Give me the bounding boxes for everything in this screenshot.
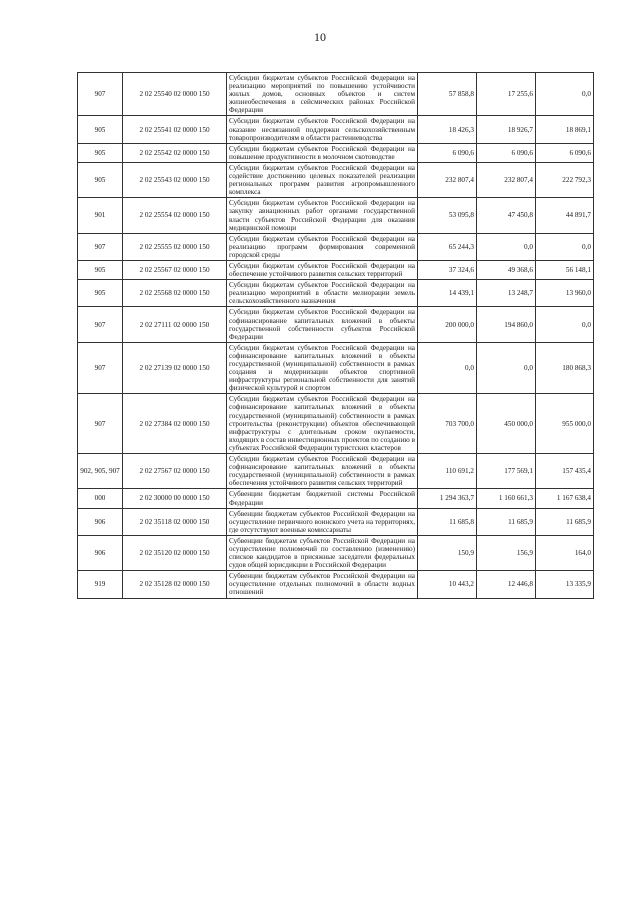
amount-cell-1: 65 244,3 (418, 233, 477, 260)
amount-cell-1: 10 443,2 (418, 571, 477, 598)
description-cell: Субвенции бюджетам субъектов Российской Федерации на осуществление отдельных полномочий в области водных отношений (227, 571, 418, 598)
amount-cell-3: 157 435,4 (536, 454, 594, 489)
description-cell: Субсидии бюджетам субъектов Российской Федерации на софинансирование капитальных вложений в объекты государственной (муниципальной) собственности в рамках строительства (реконструкции) объектов обеспечивающей инфраструктуры с длительным сроком окупаемости, входящих в состав инвестиционных проектов по созданию в субъектах Российской Федерации туристских кластеров (227, 394, 418, 454)
amount-cell-1: 232 807,4 (418, 162, 477, 197)
amount-cell-2: 450 000,0 (477, 394, 536, 454)
admin-code-cell: 901 (78, 198, 123, 233)
table-row (78, 162, 594, 197)
amount-cell-1: 57 858,8 (418, 73, 477, 116)
table-row (78, 394, 594, 454)
amount-cell-3: 0,0 (536, 233, 594, 260)
amount-cell-2: 18 926,7 (477, 116, 536, 143)
description-cell: Субсидии бюджетам субъектов Российской Федерации на содействие достижению целевых показателей реализации региональных программ развития агропромышленного комплекса (227, 162, 418, 197)
revenue-code-cell: 2 02 35120 02 0000 150 (123, 535, 227, 570)
amount-cell-3: 955 000,0 (536, 394, 594, 454)
revenue-code-cell: 2 02 27139 02 0000 150 (123, 342, 227, 394)
admin-code-cell: 905 (78, 143, 123, 162)
table-row (78, 73, 594, 116)
admin-code-cell: 919 (78, 571, 123, 598)
amount-cell-2: 13 248,7 (477, 280, 536, 307)
amount-cell-1: 200 000,0 (418, 307, 477, 342)
admin-code-cell: 906 (78, 535, 123, 570)
amount-cell-3: 180 868,3 (536, 342, 594, 394)
amount-cell-1: 1 294 363,7 (418, 489, 477, 508)
amount-cell-1: 18 426,3 (418, 116, 477, 143)
revenue-code-cell: 2 02 30000 00 0000 150 (123, 489, 227, 508)
table-row (78, 489, 594, 508)
table-row (78, 454, 594, 489)
revenue-code-cell: 2 02 25555 02 0000 150 (123, 233, 227, 260)
amount-cell-3: 0,0 (536, 307, 594, 342)
amount-cell-1: 0,0 (418, 342, 477, 394)
revenue-code-cell: 2 02 25568 02 0000 150 (123, 280, 227, 307)
admin-code-cell: 905 (78, 116, 123, 143)
table-row (78, 260, 594, 279)
admin-code-cell: 905 (78, 162, 123, 197)
amount-cell-3: 18 869,1 (536, 116, 594, 143)
budget-revenue-table (77, 72, 594, 599)
revenue-code-cell: 2 02 27567 02 0000 150 (123, 454, 227, 489)
description-cell: Субвенции бюджетам субъектов Российской Федерации на осуществление полномочий по составлению (изменению) списков кандидатов в присяжные заседатели федеральных судов общей юрисдикции в Российской Федерации (227, 535, 418, 570)
table-row (78, 508, 594, 535)
description-cell: Субсидии бюджетам субъектов Российской Федерации на закупку авиационных работ органами государственной власти субъектов Российской Федерации для оказания медицинской помощи (227, 198, 418, 233)
revenue-code-cell: 2 02 25542 02 0000 150 (123, 143, 227, 162)
table-body (78, 73, 594, 599)
amount-cell-3: 1 167 638,4 (536, 489, 594, 508)
admin-code-cell: 906 (78, 508, 123, 535)
table-row (78, 143, 594, 162)
admin-code-cell: 000 (78, 489, 123, 508)
amount-cell-1: 37 324,6 (418, 260, 477, 279)
amount-cell-3: 11 685,9 (536, 508, 594, 535)
amount-cell-1: 110 691,2 (418, 454, 477, 489)
page-number: 10 (314, 30, 326, 44)
amount-cell-3: 0,0 (536, 73, 594, 116)
admin-code-cell: 907 (78, 307, 123, 342)
amount-cell-3: 164,0 (536, 535, 594, 570)
revenue-code-cell: 2 02 25543 02 0000 150 (123, 162, 227, 197)
amount-cell-2: 49 368,6 (477, 260, 536, 279)
amount-cell-2: 156,9 (477, 535, 536, 570)
amount-cell-1: 53 095,8 (418, 198, 477, 233)
amount-cell-2: 177 569,1 (477, 454, 536, 489)
amount-cell-3: 6 090,6 (536, 143, 594, 162)
amount-cell-1: 11 685,8 (418, 508, 477, 535)
amount-cell-3: 13 335,9 (536, 571, 594, 598)
description-cell: Субсидии бюджетам субъектов Российской Федерации на реализацию мероприятий в области мелиорации земель сельскохозяйственного назначения (227, 280, 418, 307)
table-row (78, 307, 594, 342)
admin-code-cell: 905 (78, 260, 123, 279)
revenue-code-cell: 2 02 27384 02 0000 150 (123, 394, 227, 454)
amount-cell-2: 1 160 661,3 (477, 489, 536, 508)
amount-cell-1: 150,9 (418, 535, 477, 570)
revenue-code-cell: 2 02 25554 02 0000 150 (123, 198, 227, 233)
amount-cell-3: 56 148,1 (536, 260, 594, 279)
table-row (78, 280, 594, 307)
revenue-code-cell: 2 02 25541 02 0000 150 (123, 116, 227, 143)
table-row (78, 116, 594, 143)
table-row (78, 571, 594, 598)
amount-cell-2: 17 255,6 (477, 73, 536, 116)
amount-cell-3: 222 792,3 (536, 162, 594, 197)
admin-code-cell: 907 (78, 73, 123, 116)
description-cell: Субсидии бюджетам субъектов Российской Федерации на реализацию мероприятий по повышению устойчивости жилых домов, основных объектов и систем жизнеобеспечения в сейсмических районах Российской Федерации (227, 73, 418, 116)
amount-cell-3: 13 960,0 (536, 280, 594, 307)
revenue-code-cell: 2 02 25567 02 0000 150 (123, 260, 227, 279)
admin-code-cell: 907 (78, 394, 123, 454)
description-cell: Субвенции бюджетам бюджетной системы Российской Федерации (227, 489, 418, 508)
admin-code-cell: 902, 905, 907 (78, 454, 123, 489)
admin-code-cell: 905 (78, 280, 123, 307)
amount-cell-2: 6 090,6 (477, 143, 536, 162)
description-cell: Субсидии бюджетам субъектов Российской Федерации на софинансирование капитальных вложений в объекты государственной (муниципальной) собственности в рамках обеспечения устойчивого развития сельских территорий (227, 454, 418, 489)
admin-code-cell: 907 (78, 342, 123, 394)
amount-cell-2: 0,0 (477, 342, 536, 394)
table-row (78, 535, 594, 570)
revenue-code-cell: 2 02 25540 02 0000 150 (123, 73, 227, 116)
description-cell: Субсидии бюджетам субъектов Российской Федерации на реализацию программ формирования современной городской среды (227, 233, 418, 260)
revenue-code-cell: 2 02 27111 02 0000 150 (123, 307, 227, 342)
table-row (78, 342, 594, 394)
revenue-code-cell: 2 02 35118 02 0000 150 (123, 508, 227, 535)
amount-cell-2: 194 860,0 (477, 307, 536, 342)
description-cell: Субсидии бюджетам субъектов Российской Федерации на обеспечение устойчивого развития сельских территорий (227, 260, 418, 279)
description-cell: Субсидии бюджетам субъектов Российской Федерации на повышение продуктивности в молочном скотоводстве (227, 143, 418, 162)
description-cell: Субсидии бюджетам субъектов Российской Федерации на оказание несвязанной поддержки сельскохозяйственным товаропроизводителям в области растениеводства (227, 116, 418, 143)
amount-cell-1: 14 439,1 (418, 280, 477, 307)
amount-cell-1: 6 090,6 (418, 143, 477, 162)
description-cell: Субсидии бюджетам субъектов Российской Федерации на софинансирование капитальных вложений в объекты государственной (муниципальной) собственности в рамках создания и модернизации объектов спортивной инфраструктуры региональной собственности для занятий физической культурой и спортом (227, 342, 418, 394)
description-cell: Субсидии бюджетам субъектов Российской Федерации на софинансирование капитальных вложений в объекты государственной собственности субъектов Российской Федерации (227, 307, 418, 342)
revenue-code-cell: 2 02 35128 02 0000 150 (123, 571, 227, 598)
amount-cell-3: 44 891,7 (536, 198, 594, 233)
amount-cell-1: 703 700,0 (418, 394, 477, 454)
table-row (78, 233, 594, 260)
description-cell: Субвенции бюджетам субъектов Российской Федерации на осуществление первичного воинского учета на территориях, где отсутствуют военные комиссариаты (227, 508, 418, 535)
amount-cell-2: 0,0 (477, 233, 536, 260)
admin-code-cell: 907 (78, 233, 123, 260)
amount-cell-2: 12 446,8 (477, 571, 536, 598)
amount-cell-2: 11 685,9 (477, 508, 536, 535)
amount-cell-2: 232 807,4 (477, 162, 536, 197)
amount-cell-2: 47 450,8 (477, 198, 536, 233)
table-row (78, 198, 594, 233)
